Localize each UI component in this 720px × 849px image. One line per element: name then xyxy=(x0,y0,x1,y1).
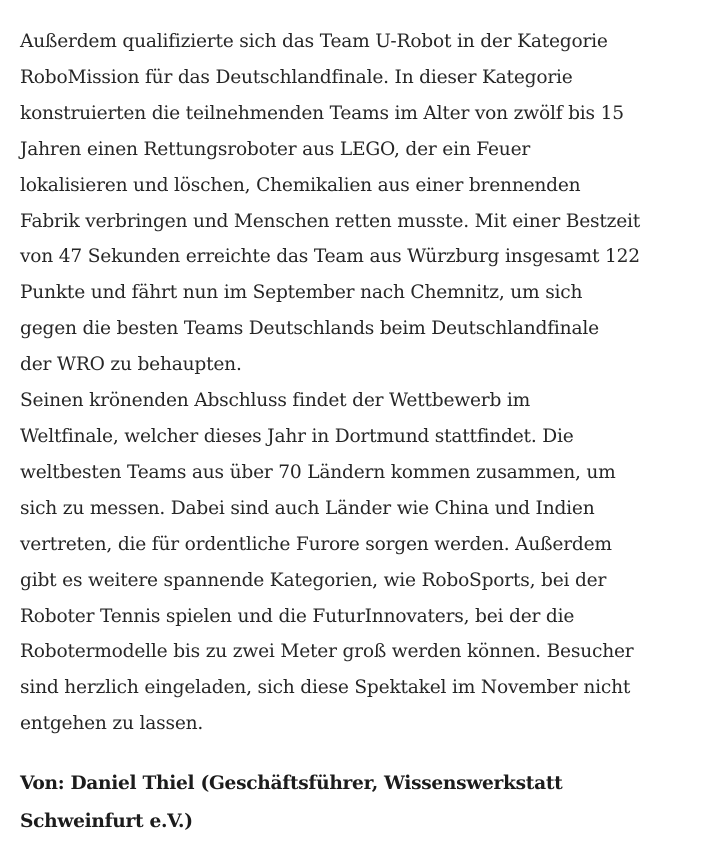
text-line: Fabrik verbringen und Menschen retten musste. Mit einer Bestzeit xyxy=(20,210,641,232)
text-line: gegen die besten Teams Deutschlands beim Deutschlandfinale xyxy=(20,318,599,340)
text-line: gibt es weitere spannende Kategorien, wie RoboSports, bei der xyxy=(20,569,607,591)
text-line: entgehen zu lassen. xyxy=(20,713,204,735)
paragraph-weltfinale xyxy=(20,383,710,742)
text-line: Weltfinale, welcher dieses Jahr in Dortmund stattfindet. Die xyxy=(20,425,574,447)
text-line: Jahren einen Rettungsroboter aus LEGO, der ein Feuer xyxy=(20,138,531,160)
text-line: der WRO zu behaupten. xyxy=(20,354,242,376)
author-line: Schweinfurt e.V.) xyxy=(20,811,193,833)
text-line: Außerdem qualifizierte sich das Team U-Robot in der Kategorie xyxy=(20,31,608,52)
text-line: sich zu messen. Dabei sind auch Länder wie China und Indien xyxy=(20,497,595,519)
text-line: Punkte und fährt nun im September nach Chemnitz, um sich xyxy=(20,282,583,304)
text-line: Roboter Tennis spielen und die FuturInnovaters, bei der die xyxy=(20,605,575,627)
text-line: vertreten, die für ordentliche Furore sorgen werden. Außerdem xyxy=(20,533,612,555)
text-line: lokalisieren und löschen, Chemikalien aus einer brennenden xyxy=(20,174,581,196)
paragraph-u-robot xyxy=(20,24,710,383)
author-byline xyxy=(20,765,710,841)
text-line: Seinen krönenden Abschluss findet der Wettbewerb im xyxy=(20,390,531,412)
text-line: RoboMission für das Deutschlandfinale. In dieser Kategorie xyxy=(20,66,573,88)
author-line: Von: Daniel Thiel (Geschäftsführer, Wissenswerkstatt xyxy=(20,773,563,795)
text-line: von 47 Sekunden erreichte das Team aus Würzburg insgesamt 122 xyxy=(20,246,640,268)
text-line: Robotermodelle bis zu zwei Meter groß werden können. Besucher xyxy=(20,641,634,663)
text-line: weltbesten Teams aus über 70 Ländern kommen zusammen, um xyxy=(20,461,616,483)
text-line: konstruierten die teilnehmenden Teams im Alter von zwölf bis 15 xyxy=(20,102,624,124)
article-body xyxy=(20,24,710,841)
text-line: sind herzlich eingeladen, sich diese Spektakel im November nicht xyxy=(20,677,631,699)
